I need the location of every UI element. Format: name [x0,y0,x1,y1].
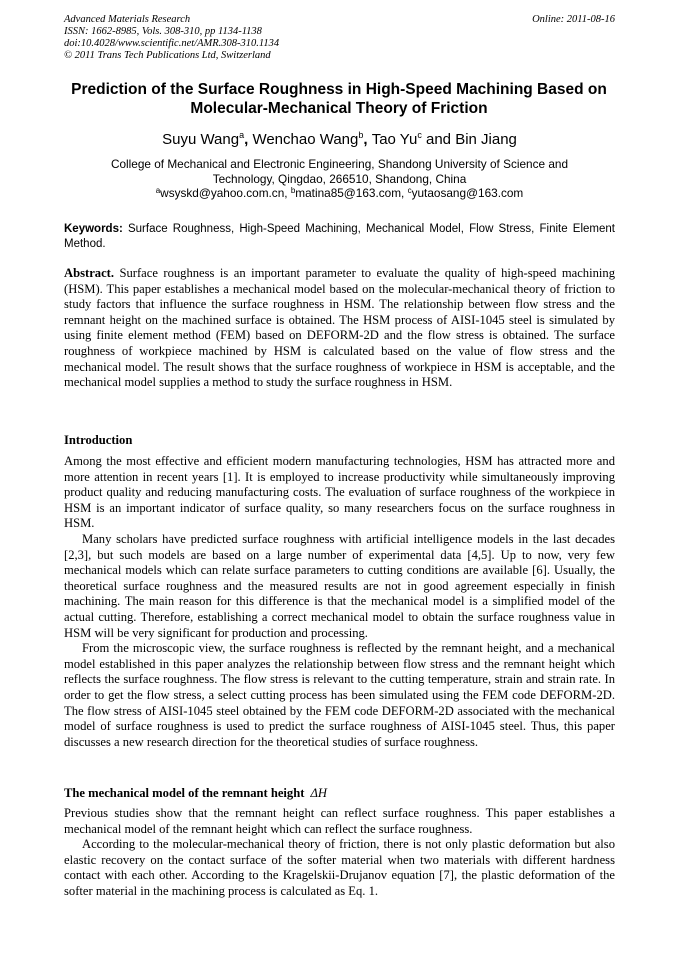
email-line [64,186,615,201]
email-b: matina85@163.com, [295,186,405,200]
author-2-sup: b [358,130,364,140]
delta-h-symbol: ΔH [310,786,327,800]
author-list: Suyu Wang$^a$, Wenchao Wang$^b$, Tao Yu$^c$ and Bin Jiang [162,130,517,148]
affiliation-line-1: College of Mechanical and Electronic Engineering, Shandong University of Science and [110,157,569,171]
keywords-text: Surface Roughness, High-Speed Machining, Mechanical Model, Flow Stress, Finite Element Method. [64,223,615,250]
author-3-sup: c [417,130,422,140]
issn-line: ISSN: 1662-8985, Vols. 308-310, pp 1134-1138 [64,26,262,37]
author-4: and Bin Jiang [426,131,517,148]
email-a: wsyskd@yahoo.com.cn, [160,186,288,200]
keywords [64,222,615,251]
author-1-sup: a [239,130,245,140]
introduction-body [64,454,615,750]
mechanical-model-heading [64,786,327,801]
mechanical-model-heading-text: The mechanical model of the remnant height [64,786,305,800]
journal-name: Advanced Materials Research [64,14,191,25]
email-a-sup: a [155,186,161,195]
title-line-1: Prediction of the Surface Roughness in High-Speed Machining Based on [71,81,607,98]
affiliation [64,157,615,201]
doi-line: doi:10.4028/www.scientific.net/AMR.308-310.1134 [64,38,280,49]
intro-paragraph-1: Among the most effective and efficient modern manufacturing technologies, HSM has attracted more and more attention in recent years [1]. It is employed to increase productivity while simultaneously improving product quality and reducing manufacturing costs. The evaluation of surface roughness of the workpiece in HSM is an important indicator of surface quality, so many researchers focus on the surface roughness in HSM. [64,454,615,531]
email-c: yutaosang@163.com [411,186,524,200]
paper-title [56,80,622,118]
author-3: Tao Yu [371,131,418,148]
affiliation-line-2: Technology, Qingdao, 266510, Shandong, China [212,171,467,186]
author-1: Suyu Wang [162,131,240,148]
intro-paragraph-2: Many scholars have predicted surface roughness with artificial intelligence models in the last decades [2,3], but such models are based on a large number of experimental data [4,5]. Up to now, very few mechanical models which can relate surface parameters to cutting conditions are available [6]. Usually, the theoretical surface roughness and the measured results are not in good agreement especially in finish machining. The main reason for this difference is that the mechanical model is a simplified model of the actual cutting. Therefore, establishing a correct mechanical model to obtain the surface roughness value in HSM will be very significant for production and processing. [64,531,615,640]
author-2: Wenchao Wang [252,131,359,148]
mech-paragraph-1: Previous studies show that the remnant height can reflect surface roughness. This paper establishes a mechanical model of the remnant height which can reflect the surface roughness. [64,806,615,836]
mech-paragraph-2: According to the molecular-mechanical theory of friction, there is not only plastic deformation but also elastic recovery on the contact surface of the softer material when two materials with different hardness contact with each other. According to the Kragelskii-Drujanov equation [7], the plastic deformation of the softer material in the machining process is calculated as Eq. 1. [64,837,615,898]
abstract-label: Abstract. [64,266,115,280]
online-date: Online: 2011-08-16 [532,14,615,25]
keywords-label: Keywords: [64,223,123,235]
abstract-text: Surface roughness is an important parameter to evaluate the quality of high-speed machining (HSM). This paper establishes a mechanical model based on the molecular-mechanical theory of friction to study factors that influence the surface roughness in HSM. The relationship between flow stress and the remnant height on the machined surface is obtained. The HSM process of AISI-1045 steel is simulated by using finite element method (FEM) based on DEFORM-2D and the flow stress is obtained. The surface roughness of workpiece machined by HSM is calculated based on the value of flow stress and the mechanical model. The result shows that the surface roughness of workpiece in HSM is acceptable, and the mechanical model supplies a method to study the surface roughness in HSM. [64,266,615,390]
journal-header [64,14,615,62]
intro-paragraph-3: From the microscopic view, the surface roughness is reflected by the remnant height, and a mechanical model established in this paper analyzes the relationship between flow stress and the remnant height which reflects the surface roughness. The flow stress is relevant to the cutting temperature, strain and strain rate. In order to get the flow stress, a select cutting process has been simulated using the FEM code DEFORM-2D. The flow stress of AISI-1045 steel obtained by the FEM code DEFORM-2D associated with the mechanical model of surface roughness is used to predict the surface roughness of AISI-1045 steel. Thus, this paper discusses a new research direction for the theoretical studies of surface roughness. [64,641,615,749]
email-b-sup: b [290,186,296,195]
introduction-heading: Introduction [64,433,133,447]
abstract [64,266,615,391]
email-c-sup: c [407,186,412,195]
mechanical-model-body [64,806,615,900]
copyright-line: © 2011 Trans Tech Publications Ltd, Switzerland [64,50,271,61]
title-line-2: Molecular-Mechanical Theory of Friction [190,100,488,117]
